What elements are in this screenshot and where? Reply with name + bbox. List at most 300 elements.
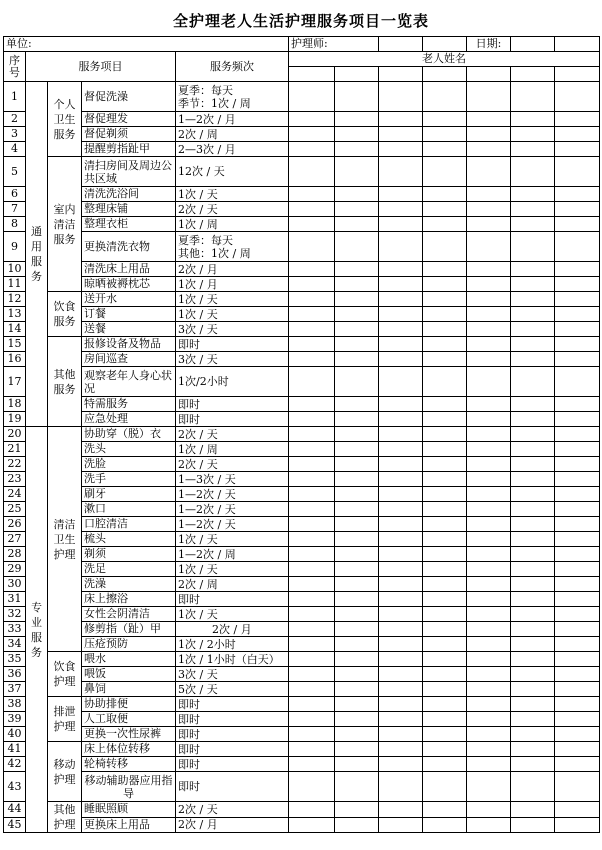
frequency-line: 3次 / 天 bbox=[178, 322, 218, 336]
name-cell bbox=[289, 652, 335, 667]
name-cell bbox=[467, 547, 511, 562]
name-cell bbox=[555, 652, 600, 667]
name-cell bbox=[467, 577, 511, 592]
table-row bbox=[4, 817, 600, 833]
name-cell bbox=[467, 112, 511, 127]
name-cell bbox=[379, 802, 423, 818]
name-cell bbox=[511, 157, 555, 187]
name-cell bbox=[467, 202, 511, 217]
service-item-header: 服务项目 bbox=[26, 52, 176, 82]
name-cell bbox=[467, 67, 511, 82]
service-frequency bbox=[176, 682, 289, 697]
name-cell bbox=[335, 562, 379, 577]
name-cell bbox=[335, 652, 379, 667]
name-cell bbox=[289, 217, 335, 232]
name-cell bbox=[467, 607, 511, 622]
frequency-line: 即时 bbox=[178, 397, 200, 411]
service-item: 清扫房间及周边公共区域 bbox=[82, 157, 176, 187]
name-cell bbox=[379, 307, 423, 322]
seq-number: 19 bbox=[4, 412, 26, 427]
name-cell bbox=[467, 637, 511, 652]
name-cell bbox=[467, 472, 511, 487]
service-item: 协助穿（脱）衣 bbox=[82, 427, 176, 442]
name-cell bbox=[379, 412, 423, 427]
name-cell bbox=[511, 712, 555, 727]
name-cell bbox=[335, 202, 379, 217]
name-cell bbox=[379, 712, 423, 727]
name-cell bbox=[511, 727, 555, 742]
name-cell bbox=[289, 487, 335, 502]
table-row bbox=[4, 592, 600, 607]
table-row bbox=[4, 727, 600, 742]
name-cell bbox=[511, 187, 555, 202]
service-item: 送餐 bbox=[82, 322, 176, 337]
name-cell bbox=[467, 187, 511, 202]
service-item: 刷牙 bbox=[82, 487, 176, 502]
name-cell bbox=[511, 322, 555, 337]
name-cell bbox=[467, 652, 511, 667]
name-cell bbox=[379, 667, 423, 682]
name-cell bbox=[289, 397, 335, 412]
seq-number: 15 bbox=[4, 337, 26, 352]
name-cell bbox=[423, 337, 467, 352]
service-item: 清洗床上用品 bbox=[82, 262, 176, 277]
name-cell bbox=[335, 187, 379, 202]
service-item: 协助排便 bbox=[82, 697, 176, 712]
name-cell bbox=[467, 82, 511, 112]
service-frequency bbox=[176, 487, 289, 502]
table-row bbox=[4, 277, 600, 292]
service-item: 更换一次性尿裤 bbox=[82, 727, 176, 742]
name-cell bbox=[289, 712, 335, 727]
name-cell bbox=[511, 412, 555, 427]
name-cell bbox=[379, 772, 423, 802]
service-frequency bbox=[176, 502, 289, 517]
service-item: 压疮预防 bbox=[82, 637, 176, 652]
service-item: 洗澡 bbox=[82, 577, 176, 592]
name-cell bbox=[335, 742, 379, 757]
date-value-cell bbox=[511, 37, 555, 52]
service-frequency bbox=[176, 367, 289, 397]
service-item: 鼻饲 bbox=[82, 682, 176, 697]
service-frequency bbox=[176, 352, 289, 367]
table-row bbox=[4, 337, 600, 352]
name-cell bbox=[423, 187, 467, 202]
name-cell bbox=[423, 127, 467, 142]
category-general: 通用服务 bbox=[26, 82, 48, 427]
name-cell bbox=[555, 817, 600, 833]
name-cell bbox=[335, 772, 379, 802]
service-frequency bbox=[176, 262, 289, 277]
name-cell bbox=[511, 667, 555, 682]
name-cell bbox=[555, 667, 600, 682]
seq-number: 32 bbox=[4, 607, 26, 622]
service-item: 房间巡查 bbox=[82, 352, 176, 367]
table-row bbox=[4, 682, 600, 697]
name-cell bbox=[555, 532, 600, 547]
name-cell bbox=[555, 622, 600, 637]
group-other2: 其他护理 bbox=[48, 802, 82, 833]
group-cleaning: 室内清洁服务 bbox=[48, 157, 82, 292]
name-cell bbox=[555, 352, 600, 367]
name-cell bbox=[379, 112, 423, 127]
seq-number: 39 bbox=[4, 712, 26, 727]
service-item: 床上擦浴 bbox=[82, 592, 176, 607]
service-frequency bbox=[176, 112, 289, 127]
name-cell bbox=[335, 502, 379, 517]
service-item: 喂水 bbox=[82, 652, 176, 667]
name-cell bbox=[511, 352, 555, 367]
name-cell bbox=[555, 337, 600, 352]
table-row bbox=[4, 427, 600, 442]
frequency-line: 1次 / 月 bbox=[178, 277, 218, 291]
table-row bbox=[4, 607, 600, 622]
name-cell bbox=[555, 187, 600, 202]
table-row bbox=[4, 532, 600, 547]
name-cell bbox=[467, 262, 511, 277]
name-cell bbox=[289, 622, 335, 637]
frequency-line: 2次 / 天 bbox=[178, 202, 218, 216]
name-cell bbox=[511, 112, 555, 127]
name-cell bbox=[511, 142, 555, 157]
name-cell bbox=[289, 232, 335, 262]
name-cell bbox=[511, 532, 555, 547]
name-cell bbox=[423, 472, 467, 487]
table-row bbox=[4, 262, 600, 277]
service-item: 晾晒被褥枕芯 bbox=[82, 277, 176, 292]
table-row bbox=[4, 757, 600, 772]
nurse-label-cell: 护理师: bbox=[289, 37, 379, 52]
service-frequency bbox=[176, 277, 289, 292]
service-frequency bbox=[176, 427, 289, 442]
name-cell bbox=[423, 697, 467, 712]
name-cell bbox=[423, 397, 467, 412]
name-cell bbox=[555, 262, 600, 277]
service-frequency bbox=[176, 562, 289, 577]
group-mobility: 移动护理 bbox=[48, 742, 82, 802]
table-row bbox=[4, 397, 600, 412]
name-cell bbox=[423, 517, 467, 532]
name-cell bbox=[423, 67, 467, 82]
name-cell bbox=[423, 712, 467, 727]
seq-number: 41 bbox=[4, 742, 26, 757]
name-cell bbox=[335, 292, 379, 307]
name-cell bbox=[423, 532, 467, 547]
table-row bbox=[4, 487, 600, 502]
seq-number: 27 bbox=[4, 532, 26, 547]
name-cell bbox=[423, 742, 467, 757]
table-row bbox=[4, 202, 600, 217]
name-cell bbox=[289, 82, 335, 112]
group-dining1: 饮食服务 bbox=[48, 292, 82, 337]
seq-number: 3 bbox=[4, 127, 26, 142]
name-cell bbox=[467, 457, 511, 472]
frequency-line: 即时 bbox=[178, 592, 200, 606]
name-cell bbox=[289, 802, 335, 818]
name-cell bbox=[467, 292, 511, 307]
date-label-cell: 日期: bbox=[467, 37, 511, 52]
name-cell bbox=[379, 637, 423, 652]
seq-number: 35 bbox=[4, 652, 26, 667]
name-cell bbox=[423, 562, 467, 577]
name-cell bbox=[379, 217, 423, 232]
name-cell bbox=[335, 367, 379, 397]
name-cell bbox=[289, 697, 335, 712]
table-row bbox=[4, 442, 600, 457]
name-cell bbox=[289, 337, 335, 352]
name-cell bbox=[467, 442, 511, 457]
table-row bbox=[4, 772, 600, 802]
name-cell bbox=[467, 307, 511, 322]
table-row bbox=[4, 502, 600, 517]
service-item: 更换床上用品 bbox=[82, 817, 176, 833]
nurse-value-cell bbox=[379, 37, 423, 52]
service-frequency bbox=[176, 652, 289, 667]
name-cell bbox=[423, 592, 467, 607]
service-frequency bbox=[176, 772, 289, 802]
name-cell bbox=[555, 142, 600, 157]
name-cell bbox=[423, 682, 467, 697]
name-cell bbox=[555, 457, 600, 472]
seq-number: 8 bbox=[4, 217, 26, 232]
name-cell bbox=[423, 142, 467, 157]
name-cell bbox=[467, 487, 511, 502]
name-cell bbox=[289, 277, 335, 292]
seq-number: 33 bbox=[4, 622, 26, 637]
elder-name-header: 老人姓名 bbox=[289, 52, 600, 67]
name-cell bbox=[335, 337, 379, 352]
name-cell bbox=[379, 262, 423, 277]
name-cell bbox=[555, 727, 600, 742]
frequency-line: 2—3次 / 月 bbox=[178, 142, 236, 156]
name-cell bbox=[379, 367, 423, 397]
table-row bbox=[4, 667, 600, 682]
name-cell bbox=[335, 157, 379, 187]
name-cell bbox=[555, 772, 600, 802]
name-cell bbox=[379, 607, 423, 622]
table-row bbox=[4, 352, 600, 367]
name-cell bbox=[555, 592, 600, 607]
service-frequency bbox=[176, 757, 289, 772]
frequency-line: 1次 / 天 bbox=[178, 187, 218, 201]
header-row-unit bbox=[4, 37, 600, 52]
name-cell bbox=[379, 577, 423, 592]
service-frequency bbox=[176, 202, 289, 217]
name-cell bbox=[379, 442, 423, 457]
name-cell bbox=[379, 502, 423, 517]
name-cell bbox=[467, 397, 511, 412]
name-cell bbox=[289, 112, 335, 127]
service-frequency bbox=[176, 307, 289, 322]
frequency-line: 3次 / 天 bbox=[178, 352, 218, 366]
name-cell bbox=[379, 757, 423, 772]
name-cell bbox=[467, 352, 511, 367]
name-cell bbox=[289, 547, 335, 562]
name-cell bbox=[289, 532, 335, 547]
service-item: 洗手 bbox=[82, 472, 176, 487]
seq-number: 31 bbox=[4, 592, 26, 607]
table-row bbox=[4, 802, 600, 818]
frequency-line: 12次 / 天 bbox=[178, 165, 225, 178]
name-cell bbox=[379, 472, 423, 487]
name-cell bbox=[379, 127, 423, 142]
name-cell bbox=[467, 742, 511, 757]
service-item: 更换清洗衣物 bbox=[82, 232, 176, 262]
frequency-line: 即时 bbox=[178, 412, 200, 426]
service-item: 洗足 bbox=[82, 562, 176, 577]
name-cell bbox=[555, 577, 600, 592]
name-cell bbox=[335, 577, 379, 592]
name-cell bbox=[511, 697, 555, 712]
frequency-line: 1次 / 天 bbox=[178, 562, 218, 576]
name-cell bbox=[379, 142, 423, 157]
name-cell bbox=[379, 727, 423, 742]
name-cell bbox=[511, 757, 555, 772]
name-cell bbox=[335, 232, 379, 262]
seq-number: 43 bbox=[4, 772, 26, 802]
frequency-line: 5次 / 天 bbox=[178, 682, 218, 696]
name-cell bbox=[423, 487, 467, 502]
name-cell bbox=[335, 592, 379, 607]
name-cell bbox=[289, 457, 335, 472]
name-cell bbox=[379, 622, 423, 637]
document-title: 全护理老人生活护理服务项目一览表 bbox=[172, 12, 429, 30]
service-item: 口腔清洁 bbox=[82, 517, 176, 532]
service-frequency bbox=[176, 217, 289, 232]
name-cell bbox=[379, 337, 423, 352]
name-cell bbox=[511, 127, 555, 142]
name-cell bbox=[289, 292, 335, 307]
frequency-line: 2次 / 天 bbox=[178, 457, 218, 471]
name-cell bbox=[335, 637, 379, 652]
name-cell bbox=[335, 547, 379, 562]
service-frequency bbox=[176, 577, 289, 592]
name-cell bbox=[423, 442, 467, 457]
name-cell bbox=[467, 622, 511, 637]
name-cell bbox=[555, 232, 600, 262]
name-cell bbox=[555, 67, 600, 82]
name-cell bbox=[511, 427, 555, 442]
table-row bbox=[4, 742, 600, 757]
name-cell bbox=[467, 772, 511, 802]
name-cell bbox=[335, 457, 379, 472]
service-item: 订餐 bbox=[82, 307, 176, 322]
seq-number: 40 bbox=[4, 727, 26, 742]
name-cell bbox=[289, 262, 335, 277]
name-cell bbox=[511, 232, 555, 262]
name-cell bbox=[511, 307, 555, 322]
name-cell bbox=[335, 127, 379, 142]
name-cell bbox=[335, 82, 379, 112]
table-row bbox=[4, 187, 600, 202]
name-cell bbox=[423, 547, 467, 562]
seq-number: 18 bbox=[4, 397, 26, 412]
seq-number: 14 bbox=[4, 322, 26, 337]
name-cell bbox=[423, 727, 467, 742]
name-cell bbox=[467, 367, 511, 397]
seq-number: 37 bbox=[4, 682, 26, 697]
frequency-line: 2次 / 月 bbox=[178, 262, 218, 276]
frequency-line: 1次 / 周 bbox=[178, 442, 218, 456]
service-frequency bbox=[176, 397, 289, 412]
service-item: 送开水 bbox=[82, 292, 176, 307]
service-item: 应急处理 bbox=[82, 412, 176, 427]
name-cell bbox=[467, 757, 511, 772]
name-cell bbox=[511, 502, 555, 517]
name-cell bbox=[555, 742, 600, 757]
name-cell bbox=[379, 517, 423, 532]
seq-number: 36 bbox=[4, 667, 26, 682]
name-cell bbox=[379, 697, 423, 712]
name-cell bbox=[467, 592, 511, 607]
name-cell bbox=[335, 697, 379, 712]
name-cell bbox=[467, 142, 511, 157]
table-row bbox=[4, 562, 600, 577]
name-cell bbox=[555, 427, 600, 442]
service-item: 观察老年人身心状况 bbox=[82, 367, 176, 397]
group-clean_care: 清洁卫生护理 bbox=[48, 427, 82, 652]
name-cell bbox=[555, 322, 600, 337]
name-cell bbox=[511, 442, 555, 457]
name-cell bbox=[423, 637, 467, 652]
name-cell bbox=[379, 292, 423, 307]
frequency-line: 1—2次 / 天 bbox=[178, 517, 236, 531]
service-item: 移动辅助器应用指导 bbox=[82, 772, 176, 802]
seq-number: 29 bbox=[4, 562, 26, 577]
name-cell bbox=[379, 157, 423, 187]
name-cell bbox=[379, 67, 423, 82]
category-professional: 专业服务 bbox=[26, 427, 48, 833]
seq-number: 26 bbox=[4, 517, 26, 532]
seq-number: 12 bbox=[4, 292, 26, 307]
name-cell bbox=[335, 427, 379, 442]
name-cell bbox=[467, 712, 511, 727]
frequency-line: 3次 / 天 bbox=[178, 667, 218, 681]
service-frequency bbox=[176, 802, 289, 818]
service-frequency bbox=[176, 412, 289, 427]
name-cell bbox=[423, 502, 467, 517]
blank-cell bbox=[555, 37, 600, 52]
service-frequency bbox=[176, 622, 289, 637]
seq-number: 38 bbox=[4, 697, 26, 712]
service-frequency bbox=[176, 607, 289, 622]
frequency-line: 即时 bbox=[178, 727, 200, 741]
name-cell bbox=[335, 517, 379, 532]
frequency-line: 2次 / 月 bbox=[212, 622, 252, 636]
name-cell bbox=[511, 82, 555, 112]
name-cell bbox=[423, 352, 467, 367]
name-cell bbox=[423, 427, 467, 442]
name-cell bbox=[511, 637, 555, 652]
service-item: 洗脸 bbox=[82, 457, 176, 472]
table-row bbox=[4, 307, 600, 322]
name-cell bbox=[511, 367, 555, 397]
table-row bbox=[4, 697, 600, 712]
name-cell bbox=[555, 562, 600, 577]
name-cell bbox=[511, 457, 555, 472]
name-cell bbox=[467, 412, 511, 427]
name-cell bbox=[289, 517, 335, 532]
name-cell bbox=[467, 427, 511, 442]
name-cell bbox=[289, 502, 335, 517]
blank-cell bbox=[423, 37, 467, 52]
name-cell bbox=[289, 772, 335, 802]
name-cell bbox=[335, 112, 379, 127]
frequency-line: 2次 / 周 bbox=[178, 127, 218, 141]
name-cell bbox=[423, 307, 467, 322]
name-cell bbox=[555, 637, 600, 652]
name-cell bbox=[289, 157, 335, 187]
